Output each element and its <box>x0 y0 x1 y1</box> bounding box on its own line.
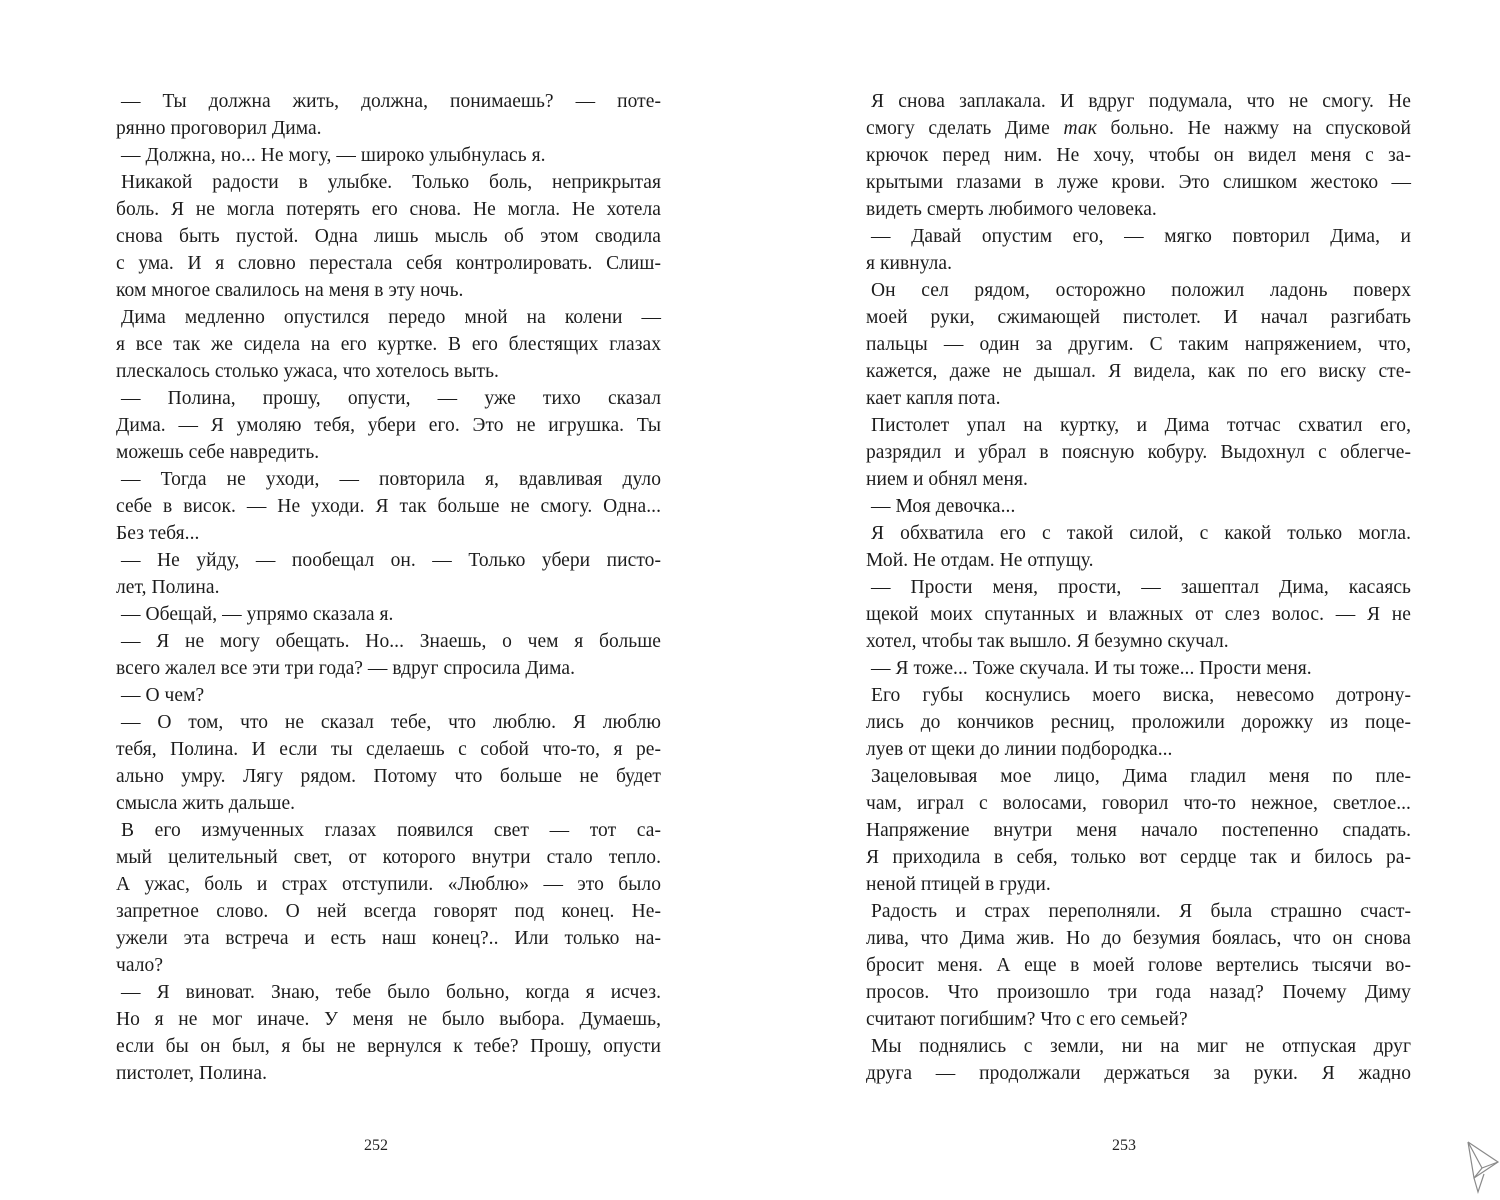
left-page <box>116 88 661 1128</box>
text-line: луев от щеки до линии подбородка... <box>866 739 1173 760</box>
text-line: — Ты должна жить, должна, понимаешь? — поте- <box>121 91 661 112</box>
text-line: — О том, что не сказал тебе, что люблю. Я люблю <box>121 712 661 733</box>
text-line: чало? <box>116 955 164 976</box>
text-line: просов. Что произошло три года назад? Почему Диму <box>866 982 1411 1003</box>
text-line: кажется, даже не дышал. Я видела, как по его виску сте- <box>866 361 1411 382</box>
text-line: — Я виноват. Знаю, тебе было больно, когда я исчез. <box>121 982 661 1003</box>
text-line: я все так же сидела на его куртке. В его блестящих глазах <box>116 334 661 355</box>
text-line: смысла жить дальше. <box>116 793 296 814</box>
text-line: снова быть пустой. Одна лишь мысль об этом сводила <box>116 226 661 247</box>
text-line: бросит меня. А еще в моей голове вертелись тысячи во- <box>866 955 1411 976</box>
text-line: — Обещай, — упрямо сказала я. <box>121 604 394 625</box>
text-line: если бы он был, я бы не вернулся к тебе? Прошу, опусти <box>116 1036 661 1057</box>
text-line: всего жалел все эти три года? — вдруг спросила Дима. <box>116 658 576 679</box>
text-line: — Полина, прошу, опусти, — уже тихо сказал <box>121 388 661 409</box>
text-line: крытыми глазами в луже крови. Это слишком жестоко — <box>866 172 1411 193</box>
text-line: рянно проговорил Дима. <box>116 118 322 139</box>
text-line: моей руки, сжимающей пистолет. И начал разгибать <box>866 307 1411 328</box>
text-line: плескалось столько ужаса, что хотелось выть. <box>116 361 499 382</box>
text-line: — Давай опустим его, — мягко повторил Дима, и <box>871 226 1411 247</box>
left-page-text <box>116 88 661 1087</box>
text-line: пальцы — один за другим. С таким напряжением, что, <box>866 334 1411 355</box>
paper-plane-icon <box>1462 1140 1500 1196</box>
text-line: лись до кончиков ресниц, проложили дорожку из поце- <box>866 712 1411 733</box>
text-line: пистолет, Полина. <box>116 1063 268 1084</box>
text-line: себе в висок. — Не уходи. Я так больше не смогу. Одна... <box>116 496 661 517</box>
right-page-text <box>866 88 1411 1087</box>
text-line: щекой моих спутанных и влажных от слез волос. — Я не <box>866 604 1411 625</box>
text-line-rest: больно. Не нажму на спусковой <box>1096 118 1411 139</box>
text-line: мый целительный свет, от которого внутри стало тепло. <box>116 847 661 868</box>
text-line: Без тебя... <box>116 523 200 544</box>
text-line: Я обхватила его с такой силой, с какой только могла. <box>871 523 1411 544</box>
text-line: Мы поднялись с земли, ни на миг не отпуская друг <box>871 1036 1411 1057</box>
text-line: боль. Я не могла потерять его снова. Не могла. Не хотела <box>116 199 661 220</box>
text-line: ком многое свалилось на меня в эту ночь. <box>116 280 464 301</box>
text-line: Никакой радости в улыбке. Только боль, неприкрытая <box>121 172 661 193</box>
text-line: В его измученных глазах появился свет — тот са- <box>121 820 661 841</box>
text-line: Радость и страх переполняли. Я была страшно счаст- <box>871 901 1411 922</box>
emphasized-word: так <box>1063 118 1097 139</box>
text-line: Но я не мог иначе. У меня не было выбора. Думаешь, <box>116 1009 661 1030</box>
text-line: запретное слово. О ней всегда говорят под конец. Не- <box>116 901 661 922</box>
text-line: Я приходила в себя, только вот сердце так и билось ра- <box>866 847 1411 868</box>
text-line: я кивнула. <box>866 253 953 274</box>
text-line: кает капля пота. <box>866 388 1001 409</box>
text-line: считают погибшим? Что с его семьей? <box>866 1009 1188 1030</box>
text-line: — Прости меня, прости, — зашептал Дима, касаясь <box>871 577 1411 598</box>
text-line: Дима медленно опустился передо мной на колени — <box>121 307 661 328</box>
text-line: А ужас, боль и страх отступили. «Люблю» — это было <box>116 874 661 895</box>
text-line: с ума. И я словно перестала себя контролировать. Слиш- <box>116 253 661 274</box>
text-line: крючок перед ним. Не хочу, чтобы он видел меня с за- <box>866 145 1411 166</box>
text-line: Напряжение внутри меня начало постепенно спадать. <box>866 820 1411 841</box>
text-line: Пистолет упал на куртку, и Дима тотчас схватил его, <box>871 415 1411 436</box>
text-line: разрядил и убрал в поясную кобуру. Выдохнул с облегче- <box>866 442 1411 463</box>
text-line: Его губы коснулись моего виска, невесомо дотрону- <box>871 685 1411 706</box>
text-line: — Я тоже... Тоже скучала. И ты тоже... Прости меня. <box>871 658 1312 679</box>
text-line: нием и обнял меня. <box>866 469 1028 490</box>
text-line: Мой. Не отдам. Не отпущу. <box>866 550 1094 571</box>
text-line: лива, что Дима жив. Но до безумия боялась, что он снова <box>866 928 1411 949</box>
text-line: — Должна, но... Не могу, — широко улыбнулась я. <box>121 145 546 166</box>
text-line: тебя, Полина. И если ты сделаешь с собой что-то, я ре- <box>116 739 661 760</box>
text-line: — Я не могу обещать. Но... Знаешь, о чем я больше <box>121 631 661 652</box>
text-line: — О чем? <box>121 685 205 706</box>
text-line: чам, играл с волосами, говорил что-то нежное, светлое... <box>866 793 1411 814</box>
text-line: ально умру. Лягу рядом. Потому что больше не будет <box>116 766 661 787</box>
right-page <box>866 88 1411 1128</box>
text-line: Дима. — Я умоляю тебя, убери его. Это не игрушка. Ты <box>116 415 661 436</box>
text-line: неной птицей в груди. <box>866 874 1051 895</box>
text-line: хотел, чтобы так вышло. Я безумно скучал. <box>866 631 1229 652</box>
page-number-left: 252 <box>364 1137 388 1154</box>
text-line: можешь себе навредить. <box>116 442 320 463</box>
page-number-right: 253 <box>1112 1137 1136 1154</box>
text-line: лет, Полина. <box>116 577 220 598</box>
text-line: — Моя девочка... <box>871 496 1016 517</box>
text-line: смогу сделать Диме так больно. Не нажму на спусковой <box>866 118 1411 139</box>
text-line: друга — продолжали держаться за руки. Я жадно <box>866 1063 1411 1084</box>
text-line: — Тогда не уходи, — повторила я, вдавливая дуло <box>121 469 661 490</box>
text-line: Зацеловывая мое лицо, Дима гладил меня по пле- <box>871 766 1411 787</box>
text-line: Он сел рядом, осторожно положил ладонь поверх <box>871 280 1411 301</box>
text-line: видеть смерть любимого человека. <box>866 199 1157 220</box>
text-line: ужели эта встреча и есть наш конец?.. Или только на- <box>116 928 661 949</box>
text-line: — Не уйду, — пообещал он. — Только убери писто- <box>121 550 661 571</box>
text-line: Я снова заплакала. И вдруг подумала, что не смогу. Не <box>871 91 1411 112</box>
